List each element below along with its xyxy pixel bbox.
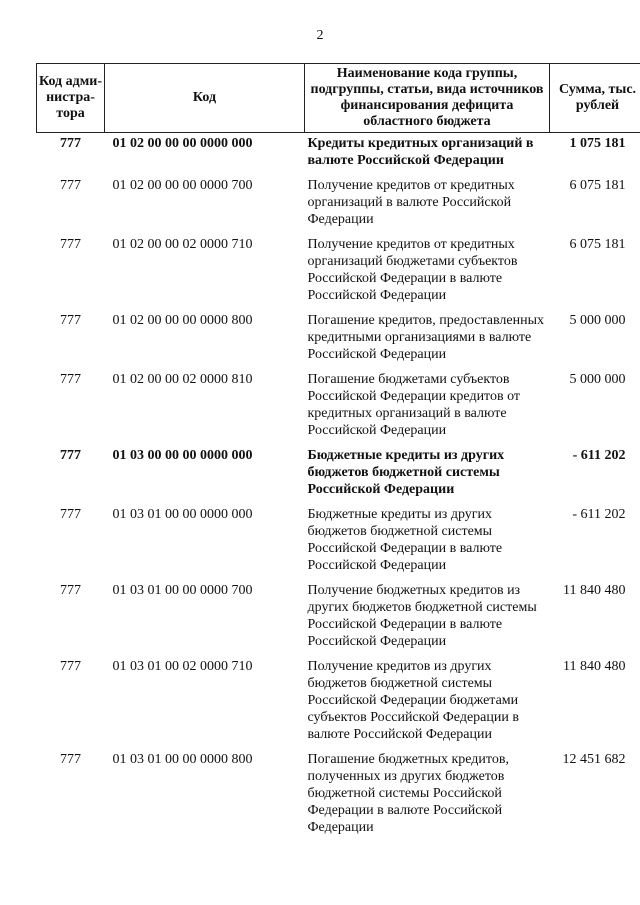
row-admin-code: 777 xyxy=(60,237,81,252)
row-admin-code: 777 xyxy=(60,448,81,463)
table-row xyxy=(37,133,640,176)
row-sum: - 611 202 xyxy=(572,448,626,463)
table-row xyxy=(37,310,640,369)
table-row xyxy=(37,504,640,580)
header-sum: Сумма, тыс. рублей xyxy=(550,64,640,133)
row-code: 01 03 01 00 00 0000 000 xyxy=(112,507,253,522)
table-row xyxy=(37,749,640,842)
row-sum: 6 075 181 xyxy=(569,178,626,193)
row-code: 01 02 00 00 00 0000 700 xyxy=(112,178,253,193)
row-admin-code: 777 xyxy=(60,178,81,193)
row-name: Бюджетные кредиты из других бюджетов бюджетной системы Российской Федерации в валюте Российской Федерации xyxy=(307,507,503,573)
table-row xyxy=(37,369,640,445)
row-name: Погашение бюджетных кредитов, полученных из других бюджетов бюджетной системы Российской Федерации в валюте Российской Федерации xyxy=(307,752,509,835)
table-row xyxy=(37,580,640,656)
row-code: 01 02 00 00 00 0000 800 xyxy=(112,313,253,328)
row-sum: 6 075 181 xyxy=(569,237,626,252)
row-admin-code: 777 xyxy=(60,752,81,767)
row-sum: 5 000 000 xyxy=(569,372,626,387)
row-sum: 5 000 000 xyxy=(569,313,626,328)
row-sum: 1 075 181 xyxy=(569,136,626,151)
sources-table xyxy=(36,63,637,842)
row-code: 01 03 00 00 00 0000 000 xyxy=(112,448,253,463)
row-name: Бюджетные кредиты из других бюджетов бюджетной системы Российской Федерации xyxy=(307,448,505,497)
table-row xyxy=(37,234,640,310)
row-admin-code: 777 xyxy=(60,659,81,674)
table-header xyxy=(37,64,640,133)
row-sum: 11 840 480 xyxy=(563,583,626,598)
financing-table xyxy=(36,63,640,842)
row-code: 01 03 01 00 02 0000 710 xyxy=(112,659,253,674)
row-code: 01 02 00 00 02 0000 710 xyxy=(112,237,253,252)
row-name: Получение кредитов от кредитных организаций в валюте Российской Федерации xyxy=(307,178,515,227)
row-name: Получение кредитов от кредитных организаций бюджетами субъектов Российской Федерации в валюте Российской Федерации xyxy=(307,237,518,303)
page-number: 2 xyxy=(316,28,324,43)
row-sum: 12 451 682 xyxy=(562,752,626,767)
header-admin-code: Код адми-нистра-тора xyxy=(37,64,105,133)
row-name: Получение бюджетных кредитов из других бюджетов бюджетной системы Российской Федерации в валюте Российской Федерации xyxy=(307,583,537,649)
row-code: 01 02 00 00 02 0000 810 xyxy=(112,372,253,387)
row-sum: 11 840 480 xyxy=(563,659,626,674)
header-name: Наименование кода группы, подгруппы, статьи, вида источников финансирования дефицита областного бюджета xyxy=(305,64,550,133)
row-name: Погашение кредитов, предоставленных кредитными организациями в валюте Российской Федерации xyxy=(307,313,544,362)
table-row xyxy=(37,445,640,504)
table-body xyxy=(37,133,640,843)
row-admin-code: 777 xyxy=(60,136,81,151)
row-name: Кредиты кредитных организаций в валюте Российской Федерации xyxy=(307,136,534,168)
row-admin-code: 777 xyxy=(60,372,81,387)
row-admin-code: 777 xyxy=(60,507,81,522)
row-admin-code: 777 xyxy=(60,313,81,328)
row-code: 01 02 00 00 00 0000 000 xyxy=(112,136,253,151)
row-code: 01 03 01 00 00 0000 700 xyxy=(112,583,253,598)
row-code: 01 03 01 00 00 0000 800 xyxy=(112,752,253,767)
row-sum: - 611 202 xyxy=(572,507,626,522)
row-name: Погашение бюджетами субъектов Российской Федерации кредитов от кредитных организаций в валюте Российской Федерации xyxy=(307,372,521,438)
table-row xyxy=(37,175,640,234)
row-admin-code: 777 xyxy=(60,583,81,598)
row-name: Получение кредитов из других бюджетов бюджетной системы Российской Федерации бюджетами субъектов Российской Федерации в валюте Российской Федерации xyxy=(307,659,519,742)
table-row xyxy=(37,656,640,749)
header-code: Код xyxy=(105,64,305,133)
